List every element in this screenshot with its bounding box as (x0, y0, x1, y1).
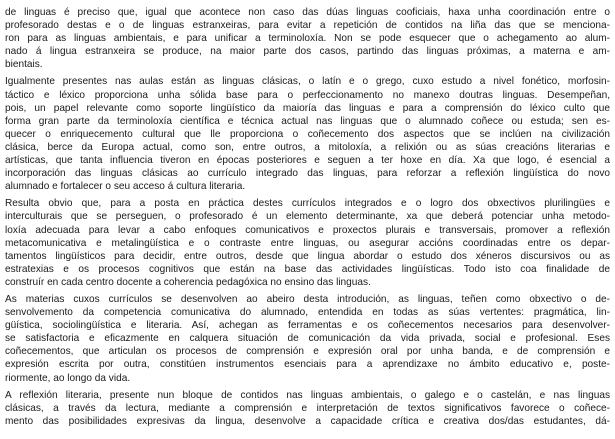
text-line: clásica, berce da Europa actual, como son, entre outros, a mitoloxía, a relixión ou as súas creacións literarias e (5, 141, 610, 153)
text-line: pois, un papel relevante como soporte lingüístico da maioría das linguas e para a comprensión do léxico culto que (5, 102, 610, 114)
text-line: alumnado e fortalecer o seu acceso á cultura literaria. (5, 181, 246, 193)
text-line: construír en cada centro docente a coherencia pedagóxica no ensino das linguas. (5, 276, 371, 288)
paragraph (5, 6, 610, 71)
text-line: coñecementos, que articulan os procesos de comprensión e expresión oral por unha banda, e de comprensión e (5, 346, 610, 358)
text-line: loxía adecuada para levar a cabo enfoques comunicativos e proxectos plurais e transversais, promover a reflexión (5, 224, 610, 236)
text-line: riormente, ao longo da vida. (5, 372, 131, 384)
text-line: nado á lingua estranxeira se produce, na maior parte dos casos, partindo das linguas próximas, a materna e am- (5, 46, 610, 58)
text-line: ron para as linguas ambientais, e para unificar a terminoloxía. Non se pode esquecer que o achegamento ao alum- (5, 33, 610, 45)
paragraph (5, 389, 610, 428)
paragraph (5, 293, 610, 385)
text-line: tamentos lingüísticos para decidir, entre outros, desde que lingua abordar o estudo dos xéneros discursivos ou as (5, 250, 610, 262)
text-line: güística, sociolingüística e literaria. Así, achegan as ferramentas e os coñecementos necesarios para desenvolver- (5, 320, 610, 332)
text-line: A reflexión literaria, presente nun bloque de contidos nas linguas ambientais, o galego e o castelán, e nas linguas (5, 389, 610, 401)
text-line: expresión escrita por outra, constitúen instrumentos esenciais para a aprendizaxe no ámbito educativo e, poste- (5, 359, 610, 371)
text-line: Igualmente presentes nas aulas están as linguas clásicas, o latín e o grego, cuxo estudo a nivel fonético, morfosin- (5, 76, 610, 88)
text-line: quecer o enriquecemento cultural que lle proporciona o coñecemento dos aspectos que se inclúen na civilización (5, 128, 610, 140)
text-line: artísticas, que tanta influencia tiveron en épocas posteriores e seguen a ter hoxe en día. Xa que logo, é esencial a (5, 155, 610, 167)
text-line: de linguas é preciso que, igual que acontece non caso das dúas linguas cooficiais, haxa unha coordinación entre o (5, 7, 610, 18)
text-line: senvolvemento da competencia comunicativa do alumnado, entendida en todas as súas vertentes: pragmática, lin- (5, 307, 610, 319)
text-line: metacomunicativa e metalingüística e o contraste entre linguas, ou asegurar accións coordinadas entre os depar- (5, 237, 610, 249)
text-line: estratexias e os procesos cognitivos que están na base das actividades lingüísticas. Todo isto coa finalidade de (5, 263, 610, 275)
text-line: mento das posibilidades expresivas da lingua, desenvolve a capacidade crítica e creativa dos/das estudantes, dá- (5, 415, 610, 427)
text-line: bientais. (5, 59, 43, 71)
paragraph (5, 197, 610, 289)
text-line: se satisfactoria e eficazmente en calquera situación de comunicación da vida privada, social e profesional. Eses (5, 333, 610, 345)
text-line: profesorado destas e o de linguas estranxeiras, para evitar a repetición de contidos na liña das que se menciona- (5, 20, 610, 32)
text-line: incorporación das linguas clásicas ao currículo integrado das linguas, para reforzar a reflexión lingüística do novo (5, 168, 610, 180)
text-line: clásicas, a través da lectura, mediante a comprensión e interpretación de textos significativos favorece o coñece- (5, 402, 610, 414)
text-line: Resulta obvio que, para a posta en práctica destes currículos integrados e o logro dos obxectivos plurilingües e (5, 198, 610, 210)
document-page (5, 6, 610, 432)
paragraph (5, 75, 610, 193)
text-line: táctico e léxico proporciona unha sólida base para o perfeccionamento no manexo doutras linguas. Desempeñan, (5, 89, 610, 101)
text-line: As materias cuxos currículos se desenvolven ao abeiro desta introdución, as linguas, teñen como obxectivo o de- (5, 293, 610, 305)
text-line: forma gran parte da terminoloxía científica e técnica actual nas linguas que o alumnado coñece ou estuda; sen es- (5, 115, 610, 127)
text-line: interculturais que se perseguen, o profesorado é un elemento determinante, xa que deberá potenciar unha metodo- (5, 211, 610, 223)
